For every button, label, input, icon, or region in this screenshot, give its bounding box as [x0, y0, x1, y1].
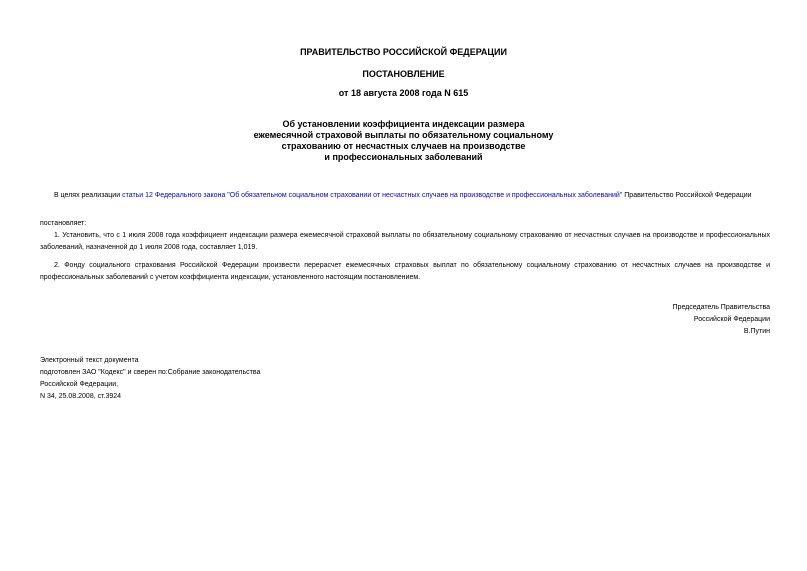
document-subject: [0, 119, 807, 163]
source-note-line: подготовлен ЗАО "Кодекс" и сверен по:Собрание законодательства: [40, 369, 261, 376]
intro-text-before: В целях реализации: [54, 192, 123, 199]
federal-law-article-link[interactable]: статьи 12 Федерального закона "Об обязательном социальном страховании от несчастных случаев на производстве и профессиональных заболеваний": [122, 192, 623, 199]
document-date-number: от 18 августа 2008 года N 615: [338, 88, 469, 98]
signature-name: В.Путин: [743, 328, 770, 335]
source-note-line: N 34, 25.08.2008, ст.3924: [40, 393, 122, 400]
decree-word: постановляет:: [40, 220, 87, 227]
source-note-line: Электронный текст документа: [40, 357, 139, 364]
document-type: ПОСТАНОВЛЕНИЕ: [362, 69, 445, 79]
signature-position: Председатель Правительства: [672, 304, 770, 311]
decree-item-1: 1. Установить, что с 1 июля 2008 года коэффициент индексации размера ежемесячной страховой выплаты по обязательному социальному страхованию от несчастных случаев на производстве и профессиональных заболеваний, назначенной до 1 июля 2008 года, составляет 1,019.: [40, 232, 770, 251]
intro-paragraph: [40, 190, 770, 202]
source-note: [40, 355, 260, 403]
signature-country: Российской Федерации: [693, 316, 770, 323]
signature-block: [673, 302, 770, 338]
source-note-line: Российской Федерации,: [40, 381, 119, 388]
intro-text-after: Правительство Российской Федерации: [622, 192, 752, 199]
decree-item-2: 2. Фонду социального страхования Российской Федерации произвести перерасчет ежемесячных страховых выплат по обязательному социальному страхованию от несчастных случаев на производстве и профессиональных заболеваний с учетом коэффициента индексации, установленного настоящим постановлением.: [40, 262, 770, 281]
subject-line: Об установлении коэффициента индексации размера: [282, 119, 525, 129]
subject-line: и профессиональных заболеваний: [324, 152, 483, 162]
subject-line: ежемесячной страховой выплаты по обязательному социальному: [253, 130, 554, 140]
subject-line: страхованию от несчастных случаев на производстве: [281, 141, 526, 151]
government-title: ПРАВИТЕЛЬСТВО РОССИЙСКОЙ ФЕДЕРАЦИИ: [300, 47, 507, 57]
